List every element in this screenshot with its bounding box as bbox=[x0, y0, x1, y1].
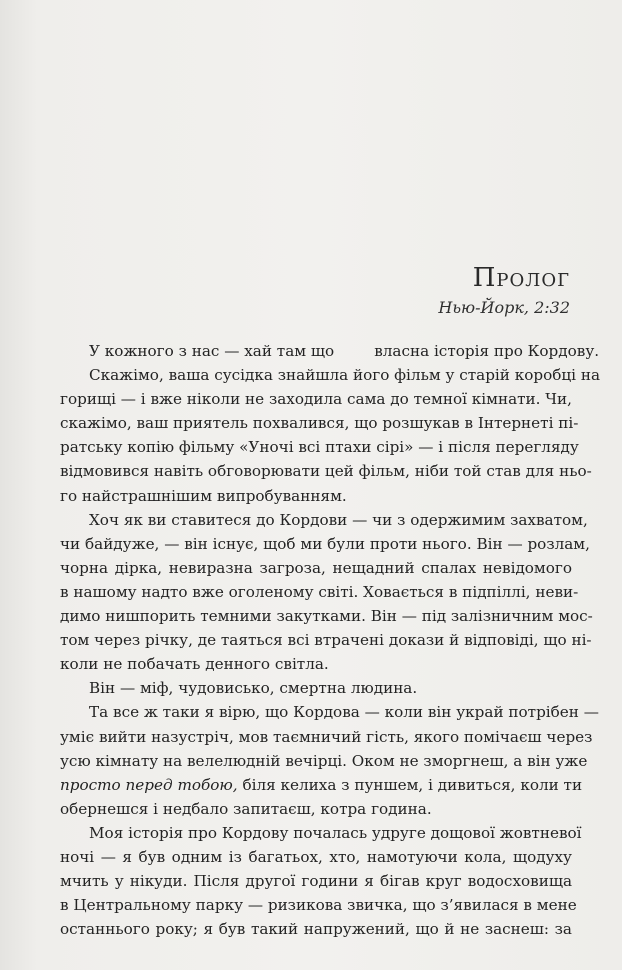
text-line: уміє вийти назустріч, мов таємничий гість, якого помічаєш через bbox=[60, 727, 593, 746]
text-line: Моя історія про Кордову почалась удруге дощової жовтневої bbox=[89, 823, 582, 842]
text-line: відмовився навіть обговорювати цей фільм, ніби той став для ньо- bbox=[60, 462, 592, 481]
text-line bbox=[60, 339, 600, 363]
text-line: усю кімнату на велелюдній вечірці. Оком не зморгнеш, а він уже bbox=[60, 751, 588, 770]
paragraph bbox=[60, 700, 599, 820]
italic-text: просто перед тобою, bbox=[60, 775, 238, 794]
text-fragment: власна історія про Кордову. bbox=[374, 342, 600, 360]
text-line: Та все ж таки я вірю, що Кордова — коли він украй потрібен — bbox=[89, 703, 599, 722]
chapter-title: Пролог bbox=[472, 263, 570, 293]
text-line: в Центральному парку — ризикова звичка, що з’явилася в мене bbox=[60, 896, 577, 915]
text-line: останнього року; я був такий напружений, що й не заснеш: за bbox=[60, 920, 572, 939]
text-line: ночі — я був одним із багатьох, хто, намотуючи кола, щодуху bbox=[60, 847, 572, 866]
text-line: скажімо, ваш приятель похвалився, що розшукав в Інтернеті пі- bbox=[60, 414, 579, 433]
chapter-subtitle: Нью-Йорк, 2:32 bbox=[438, 298, 570, 317]
paragraph bbox=[60, 821, 582, 941]
text-line: чи байдуже, — він існує, щоб ми були проти нього. Він — розлам, bbox=[60, 534, 590, 553]
text-line: чорна дірка, невиразна загроза, нещадний спалах невідомого bbox=[60, 558, 572, 577]
text-line: го найстрашнішим випробуванням. bbox=[60, 486, 347, 505]
text-line: мчить у нікуди. Після другої години я бігав круг водосховища bbox=[60, 872, 572, 891]
paragraph bbox=[60, 676, 572, 700]
paragraph bbox=[60, 339, 600, 363]
show-through-text bbox=[80, 72, 560, 272]
text-line: коли не побачать денного світла. bbox=[60, 655, 329, 674]
text-line: Він — міф, чудовисько, смертна людина. bbox=[89, 679, 418, 698]
text-line: Хоч як ви ставитеся до Кордови — чи з одержимим захватом, bbox=[89, 510, 588, 529]
text-line: димо нишпорить темними закутками. Він — під залізничним мос- bbox=[60, 607, 593, 626]
text-line: том через річку, де таяться всі втрачені докази й відповіді, що ні- bbox=[60, 631, 592, 650]
text-line: обернешся і недбало запитаєш, котра година. bbox=[60, 799, 432, 818]
text-fragment: біля келиха з пуншем, і дивиться, коли ти bbox=[237, 775, 583, 794]
paragraph bbox=[60, 363, 601, 508]
paragraph bbox=[60, 508, 593, 677]
chapter-heading bbox=[438, 262, 570, 320]
text-line: в нашому надто вже оголеному світі. Ховається в підпіллі, неви- bbox=[60, 582, 579, 601]
text-line: Скажімо, ваша сусідка знайшла його фільм у старій коробці на bbox=[89, 366, 601, 385]
text-line: ратську копію фільму «Уночі всі птахи сірі» — і після перегляду bbox=[60, 438, 579, 457]
text-fragment: У кожного з нас — хай там що bbox=[89, 342, 335, 360]
text-line bbox=[60, 773, 583, 797]
body-text bbox=[60, 339, 601, 941]
text-line: горищі — і вже ніколи не заходила сама до темної кімнати. Чи, bbox=[60, 390, 572, 409]
